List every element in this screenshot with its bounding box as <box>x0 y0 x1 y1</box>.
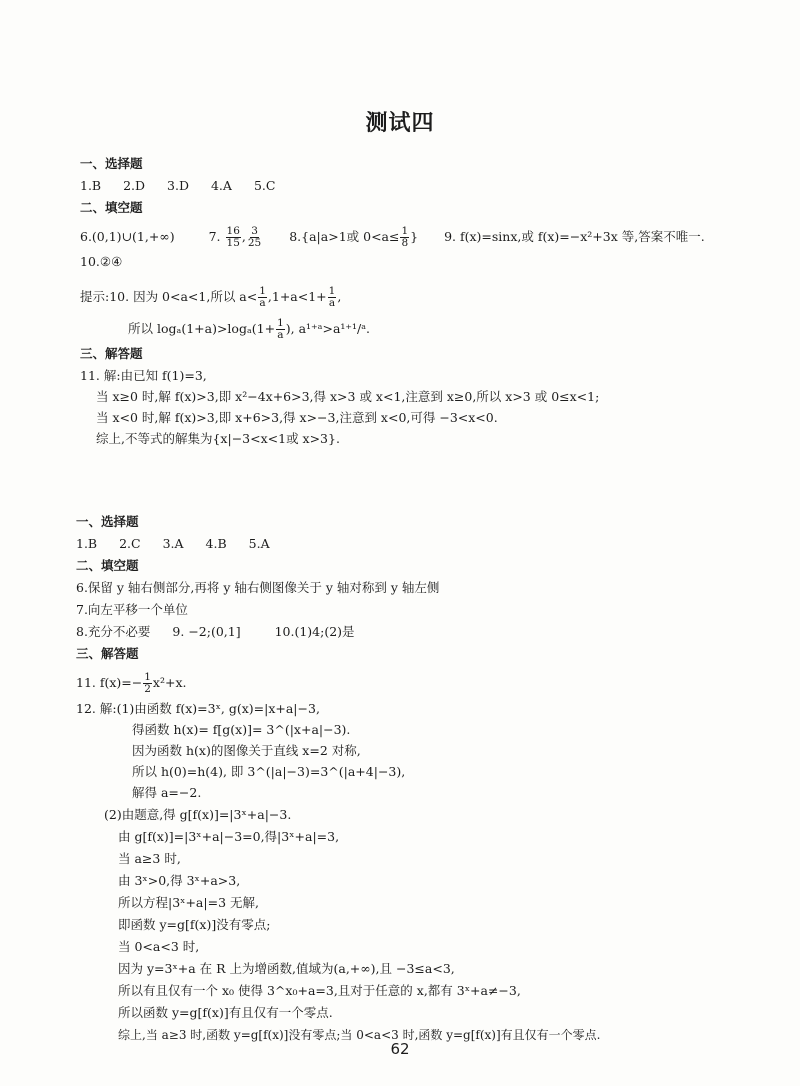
partB-q10: 10.(1)4;(2)是 <box>274 624 355 639</box>
hint-text: 所以 logₐ(1+a)>logₐ(1+ <box>128 321 276 336</box>
q12-solution-line: 所以有且仅有一个 x₀ 使得 3^x₀+a=3,且对于任意的 x,都有 3ˣ+a≠−3, <box>118 983 521 998</box>
partB-q11 <box>76 672 186 695</box>
q12-solution-line: 由 g[f(x)]=|3ˣ+a|−3=0,得|3ˣ+a|=3, <box>118 829 340 844</box>
answer-item: 5.A <box>248 536 270 551</box>
partA-solve-heading: 三、解答题 <box>80 346 143 361</box>
q8-prefix: 8.{a|a>1或 0<a≤ <box>289 229 400 244</box>
q12-solution-line: 因为 y=3ˣ+a 在 R 上为增函数,值域为(a,+∞),且 −3≤a<3, <box>118 961 455 976</box>
hint-text: , <box>337 289 342 304</box>
answer-item: 3.D <box>167 178 189 193</box>
q11-fraction: $\frac{1}{2}$ <box>144 671 151 695</box>
q12-solution-line: 所以函数 y=g[f(x)]有且仅有一个零点. <box>118 1005 333 1020</box>
q12-solution-line: 当 a≥3 时, <box>118 851 181 866</box>
hint-text: ,1+a<1+ <box>267 289 327 304</box>
q11-text: 11. f(x)=− <box>76 675 143 690</box>
partA-choice-answers <box>80 178 275 194</box>
q12-solution-line: 解得 a=−2. <box>132 785 202 800</box>
answer-item: 2.D <box>123 178 146 193</box>
partB-q7: 7.向左平移一个单位 <box>76 602 188 617</box>
q12-solution-line: 因为函数 h(x)的图像关于直线 x=2 对称, <box>132 743 361 758</box>
answer-item: 2.C <box>119 536 141 551</box>
partB-solve-heading: 三、解答题 <box>76 646 139 661</box>
hint-line-1 <box>80 286 341 309</box>
page-number: 62 <box>390 1040 410 1058</box>
q12-solution-line: 所以 h(0)=h(4), 即 3^(|a|−3)=3^(|a+4|−3), <box>132 764 406 779</box>
partB-choice-heading: 一、选择题 <box>76 514 139 529</box>
partB-q6: 6.保留 y 轴右侧部分,再将 y 轴右侧图像关于 y 轴对称到 y 轴左侧 <box>76 580 440 595</box>
q12-solution-line: 12. 解:(1)由函数 f(x)=3ˣ, g(x)=|x+a|−3, <box>76 701 320 716</box>
partB-q8: 8.充分不必要 <box>76 624 151 639</box>
page-title: 测试四 <box>365 111 435 136</box>
answer-item: 4.A <box>210 178 232 193</box>
answer-item: 1.B <box>76 536 98 551</box>
q8-fraction: $\frac{1}{8}$ <box>401 225 409 249</box>
q12-solution-line: 当 0<a<3 时, <box>118 939 200 954</box>
q12-solution-line: 所以方程|3ˣ+a|=3 无解, <box>118 895 259 910</box>
q9-answer: 9. f(x)=sinx,或 f(x)=−x²+3x 等,答案不唯一. <box>444 229 705 244</box>
partB-q8-q10 <box>76 624 355 640</box>
answer-item: 1.B <box>80 178 102 193</box>
q12-solution-line: 得函数 h(x)= f[g(x)]= 3^(|x+a|−3). <box>132 722 351 737</box>
q11-solution-line: 当 x≥0 时,解 f(x)>3,即 x²−4x+6>3,得 x>3 或 x<1,注意到 x≥0,所以 x>3 或 0≤x<1; <box>96 389 600 404</box>
hint-line-2 <box>128 318 370 341</box>
partB-fill-heading: 二、填空题 <box>76 558 139 573</box>
answer-item: 5.C <box>253 178 276 193</box>
partA-fill-line: 6.(0,1)∪(1,+∞) 7. $\frac{16}{15}$ , $\frac{3}{25}$ 8.{a|a>1或 0<a≤ $\frac{1}{8}$ } 9. f(x)=sinx,或 f(x)=−x²+3x 等,答案不唯一. <box>80 225 705 249</box>
partB-choice-answers <box>76 536 270 552</box>
q12-solution-line: 由 3ˣ>0,得 3ˣ+a>3, <box>118 873 241 888</box>
q7-fraction-1: $\frac{16}{15}$ <box>226 225 240 249</box>
answer-item: 4.B <box>205 536 227 551</box>
q11-solution-line: 当 x<0 时,解 f(x)>3,即 x+6>3,得 x>−3,注意到 x<0,可得 −3<x<0. <box>96 410 498 425</box>
hint-text: 提示:10. 因为 0<a<1,所以 a< <box>80 289 258 304</box>
q11-solution-line: 综上,不等式的解集为{x|−3<x<1或 x>3}. <box>96 431 340 446</box>
q12-solution-line: 即函数 y=g[f(x)]没有零点; <box>118 917 271 932</box>
q11-solution-line: 11. 解:由已知 f(1)=3, <box>80 368 207 383</box>
q7-fraction-2: $\frac{3}{25}$ <box>247 225 262 249</box>
answer-item: 3.A <box>162 536 184 551</box>
q10-answer: 10.②④ <box>80 254 123 269</box>
hint-fraction: $\frac{1}{a}$ <box>328 285 336 309</box>
q6-answer: 6.(0,1)∪(1,+∞) <box>80 229 175 244</box>
partB-q9: 9. −2;(0,1] <box>172 624 241 639</box>
q12-solution-line: 综上,当 a≥3 时,函数 y=g[f(x)]没有零点;当 0<a<3 时,函数 y=g[f(x)]有且仅有一个零点. <box>118 1028 601 1042</box>
partA-choice-heading: 一、选择题 <box>80 156 143 171</box>
q11-text: x²+x. <box>152 675 187 690</box>
hint-fraction: $\frac{1}{a}$ <box>259 285 266 309</box>
q12-solution-line: (2)由题意,得 g[f(x)]=|3ˣ+a|−3. <box>104 807 292 822</box>
partA-fill-heading: 二、填空题 <box>80 200 143 215</box>
hint-text: ), a¹⁺ᵃ>a¹⁺¹/ᵃ. <box>285 321 371 336</box>
q7-prefix: 7. <box>208 229 221 244</box>
q8-suffix: } <box>410 229 419 244</box>
hint-fraction: $\frac{1}{a}$ <box>277 317 284 341</box>
